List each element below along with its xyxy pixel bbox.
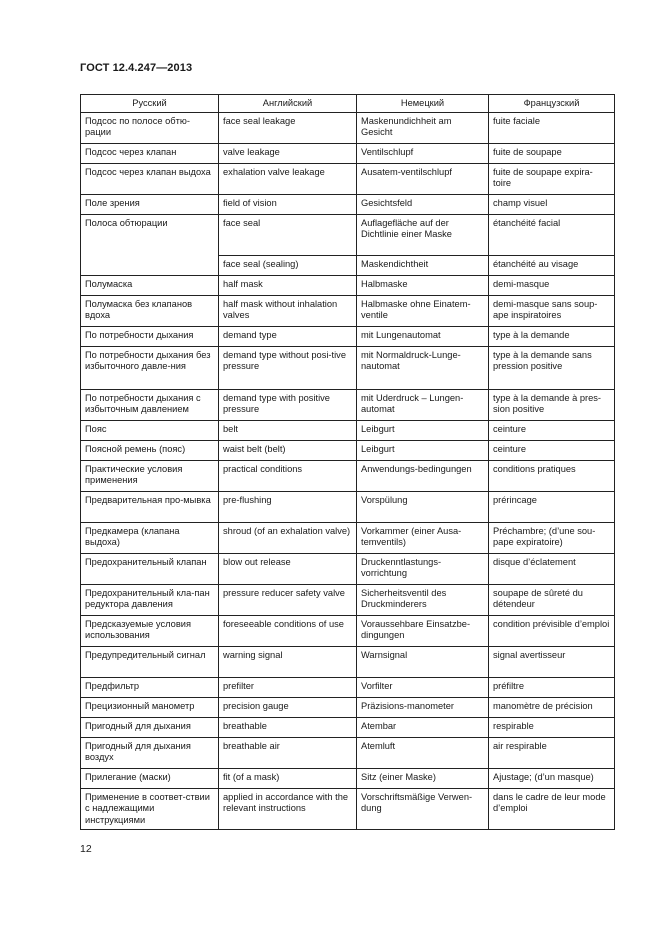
term-russian: По потребности дыхания с избыточным давлением [81, 390, 219, 421]
term-english: blow out release [219, 554, 357, 585]
term-russian: Предсказуемые условия использования [81, 616, 219, 647]
column-header-german: Немецкий [357, 95, 489, 113]
term-russian: Пригодный для дыхания воздух [81, 738, 219, 769]
table-body [81, 113, 615, 830]
term-french: condition prévisible d’emploi [489, 616, 615, 647]
document-code: ГОСТ 12.4.247—2013 [80, 62, 193, 74]
table-row [81, 215, 615, 256]
table-row [81, 113, 615, 144]
term-german: Halbmaske [357, 276, 489, 296]
term-german: Druckenntlastungs-vorrichtung [357, 554, 489, 585]
term-french: manomètre de précision [489, 698, 615, 718]
term-german: Vorschriftsmäßige Verwen-dung [357, 789, 489, 830]
term-russian: Полумаска [81, 276, 219, 296]
term-russian: Полоса обтюрации [81, 215, 219, 276]
table-row [81, 718, 615, 738]
term-english: warning signal [219, 647, 357, 678]
term-french: type à la demande [489, 327, 615, 347]
term-english: breathable [219, 718, 357, 738]
term-french: type à la demande à pres-sion positive [489, 390, 615, 421]
term-english: belt [219, 421, 357, 441]
term-german: Auflagefläche auf der Dichtlinie einer Maske [357, 215, 489, 256]
term-french: Ajustage; (d’un masque) [489, 769, 615, 789]
table-row [81, 164, 615, 195]
term-english: prefilter [219, 678, 357, 698]
term-english: foreseeable conditions of use [219, 616, 357, 647]
table-row [81, 585, 615, 616]
term-english: breathable air [219, 738, 357, 769]
table-row [81, 276, 615, 296]
term-german: Ausatem-ventilschlupf [357, 164, 489, 195]
term-french: fuite de soupape [489, 144, 615, 164]
term-french: respirable [489, 718, 615, 738]
terms-table [80, 94, 615, 830]
term-french: champ visuel [489, 195, 615, 215]
term-french: demi-masque sans soup-ape inspiratoires [489, 296, 615, 327]
term-german: mit Uderdruck – Lungen-automat [357, 390, 489, 421]
term-russian: Пригодный для дыхания [81, 718, 219, 738]
table-row [81, 347, 615, 390]
table-row [81, 678, 615, 698]
term-french: signal avertisseur [489, 647, 615, 678]
term-french: fuite faciale [489, 113, 615, 144]
term-english: face seal leakage [219, 113, 357, 144]
term-french: Préchambre; (d’une sou-pape expiratoire) [489, 523, 615, 554]
term-english: half mask without inhalation valves [219, 296, 357, 327]
term-french: type à la demande sans pression positive [489, 347, 615, 390]
table-row [81, 738, 615, 769]
column-header-french: Французский [489, 95, 615, 113]
table-row [81, 461, 615, 492]
term-russian: Поле зрения [81, 195, 219, 215]
term-german: mit Lungenautomat [357, 327, 489, 347]
term-english: face seal [219, 215, 357, 256]
term-german: Vorfilter [357, 678, 489, 698]
term-russian: Прилегание (маски) [81, 769, 219, 789]
table-row [81, 327, 615, 347]
term-english: pressure reducer safety valve [219, 585, 357, 616]
term-german: Atembar [357, 718, 489, 738]
term-english: demand type with positive pressure [219, 390, 357, 421]
term-german: Maskenundichheit am Gesicht [357, 113, 489, 144]
term-russian: Поясной ремень (пояс) [81, 441, 219, 461]
term-russian: Подсос по полосе обтю-рации [81, 113, 219, 144]
term-german: Vorspülung [357, 492, 489, 523]
table-row [81, 441, 615, 461]
term-french: demi-masque [489, 276, 615, 296]
term-english: valve leakage [219, 144, 357, 164]
term-english: pre-flushing [219, 492, 357, 523]
term-english: exhalation valve leakage [219, 164, 357, 195]
table-header-row [81, 95, 615, 113]
term-english: half mask [219, 276, 357, 296]
term-french: ceinture [489, 421, 615, 441]
term-english: waist belt (belt) [219, 441, 357, 461]
term-russian: Прецизионный манометр [81, 698, 219, 718]
column-header-english: Английский [219, 95, 357, 113]
table-row [81, 296, 615, 327]
term-english: face seal (sealing) [219, 256, 357, 276]
term-english: practical conditions [219, 461, 357, 492]
term-russian: Практические условия применения [81, 461, 219, 492]
term-french: fuite de soupape expira-toire [489, 164, 615, 195]
table-row [81, 616, 615, 647]
term-french: étanchéité facial [489, 215, 615, 256]
term-german: Warnsignal [357, 647, 489, 678]
table-row [81, 523, 615, 554]
term-french: étanchéité au visage [489, 256, 615, 276]
term-english: demand type [219, 327, 357, 347]
term-english: precision gauge [219, 698, 357, 718]
term-french: soupape de sûreté du détendeur [489, 585, 615, 616]
term-german: Atemluft [357, 738, 489, 769]
table-row [81, 789, 615, 830]
term-english: demand type without posi-tive pressure [219, 347, 357, 390]
term-french: disque d’éclatement [489, 554, 615, 585]
term-german: Leibgurt [357, 441, 489, 461]
term-russian: Предохранительный клапан [81, 554, 219, 585]
table-row [81, 769, 615, 789]
term-russian: Подсос через клапан выдоха [81, 164, 219, 195]
term-german: Präzisions-manometer [357, 698, 489, 718]
term-russian: Подсос через клапан [81, 144, 219, 164]
table-row [81, 698, 615, 718]
table-row [81, 144, 615, 164]
term-german: Sicherheitsventil des Druckminderers [357, 585, 489, 616]
term-russian: Предохранительный кла-пан редуктора давления [81, 585, 219, 616]
table-row [81, 492, 615, 523]
term-russian: Пояс [81, 421, 219, 441]
table-row [81, 554, 615, 585]
term-german: Anwendungs-bedingungen [357, 461, 489, 492]
term-russian: Полумаска без клапанов вдоха [81, 296, 219, 327]
page-number: 12 [80, 843, 92, 855]
term-french: dans le cadre de leur mode d’emploi [489, 789, 615, 830]
table-row [81, 647, 615, 678]
term-russian: Предфильтр [81, 678, 219, 698]
term-french: air respirable [489, 738, 615, 769]
term-german: Maskendichtheit [357, 256, 489, 276]
term-german: Sitz (einer Maske) [357, 769, 489, 789]
term-german: Halbmaske ohne Einatem-ventile [357, 296, 489, 327]
term-german: Ventilschlupf [357, 144, 489, 164]
term-russian: По потребности дыхания без избыточного давле-ния [81, 347, 219, 390]
term-english: shroud (of an exhalation valve) [219, 523, 357, 554]
term-german: Gesichtsfeld [357, 195, 489, 215]
column-header-russian: Русский [81, 95, 219, 113]
term-russian: Предварительная про-мывка [81, 492, 219, 523]
term-french: ceinture [489, 441, 615, 461]
term-german: mit Normaldruck-Lunge-nautomat [357, 347, 489, 390]
term-english: field of vision [219, 195, 357, 215]
term-russian: Предупредительный сигнал [81, 647, 219, 678]
term-french: préfiltre [489, 678, 615, 698]
term-english: fit (of a mask) [219, 769, 357, 789]
term-russian: По потребности дыхания [81, 327, 219, 347]
term-french: conditions pratiques [489, 461, 615, 492]
term-german: Vorkammer (einer Ausa-temventils) [357, 523, 489, 554]
table-row [81, 195, 615, 215]
term-english: applied in accordance with the relevant instructions [219, 789, 357, 830]
term-french: prérincage [489, 492, 615, 523]
table-row [81, 421, 615, 441]
term-german: Voraussehbare Einsatzbe-dingungen [357, 616, 489, 647]
term-german: Leibgurt [357, 421, 489, 441]
term-russian: Применение в соответ-ствии с надлежащими инструкциями [81, 789, 219, 830]
term-russian: Предкамера (клапана выдоха) [81, 523, 219, 554]
table-row [81, 390, 615, 421]
